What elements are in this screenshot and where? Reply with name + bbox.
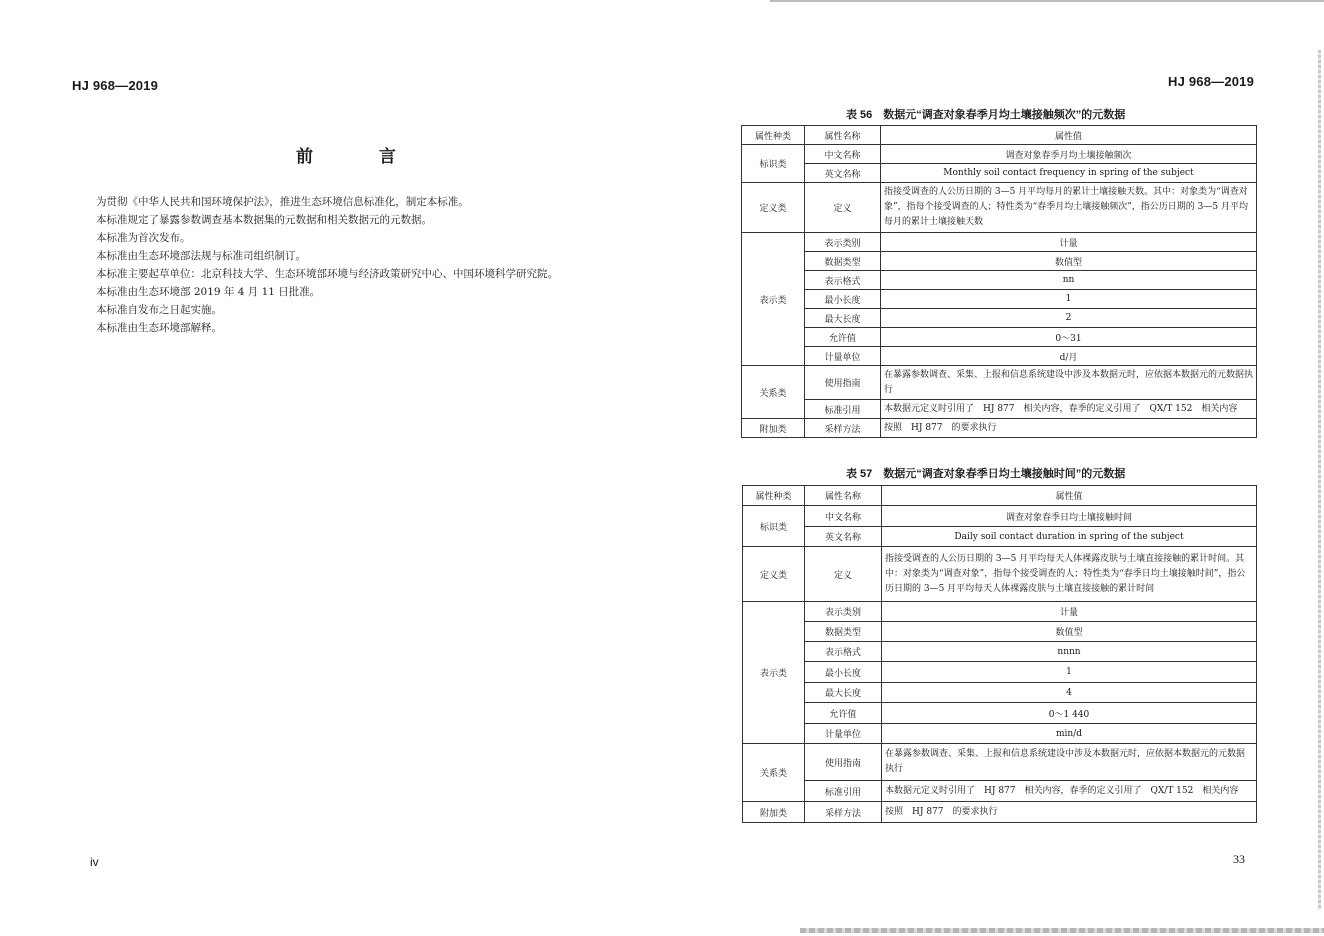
left-page-header: HJ 968—2019 bbox=[72, 78, 159, 93]
header-cell: 属性名称 bbox=[805, 486, 882, 506]
category-cell: 关系类 bbox=[742, 366, 805, 419]
header-cell: 属性种类 bbox=[743, 486, 805, 506]
attribute-name-cell: 数据类型 bbox=[805, 622, 882, 642]
right-page-header: HJ 968—2019 bbox=[1168, 74, 1255, 89]
attribute-value-cell: Daily soil contact duration in spring of the subject bbox=[882, 527, 1257, 547]
attribute-name-cell: 中文名称 bbox=[805, 506, 882, 527]
header-cell: 属性值 bbox=[882, 486, 1257, 506]
attribute-name-cell: 采样方法 bbox=[805, 419, 881, 438]
attribute-value-cell: 指接受调查的人公历日期的 3—5 月平均每天人体裸露皮肤与土壤直接接触的累计时间。其中：对象类为“调查对象”，指每个接受调查的人；特性类为“春季日均土壤接触时间”，指公历日期的 3—5 月平均每天人体裸露皮肤与土壤直接接触的累计时间 bbox=[882, 547, 1257, 602]
table-row bbox=[742, 164, 1257, 183]
table-row bbox=[743, 703, 1257, 724]
category-cell: 表示类 bbox=[742, 233, 805, 366]
table-row bbox=[743, 662, 1257, 683]
category-cell: 关系类 bbox=[743, 744, 805, 802]
table-row bbox=[743, 506, 1257, 527]
attribute-value-cell: 数值型 bbox=[881, 252, 1257, 271]
table-row bbox=[742, 271, 1257, 290]
attribute-name-cell: 表示格式 bbox=[805, 642, 882, 662]
table-row bbox=[742, 145, 1257, 164]
table-row bbox=[742, 400, 1257, 419]
table-row bbox=[743, 802, 1257, 823]
attribute-name-cell: 定义 bbox=[805, 183, 881, 233]
attribute-name-cell: 中文名称 bbox=[805, 145, 881, 164]
attribute-name-cell: 允许值 bbox=[805, 328, 881, 347]
attribute-value-cell: 在暴露参数调查、采集、上报和信息系统建设中涉及本数据元时，应依据本数据元的元数据执行 bbox=[882, 744, 1257, 781]
table-row bbox=[742, 328, 1257, 347]
attribute-value-cell: 1 bbox=[882, 662, 1257, 683]
attribute-value-cell: 按照 HJ 877 的要求执行 bbox=[882, 802, 1257, 823]
category-cell: 表示类 bbox=[743, 602, 805, 744]
attribute-value-cell: 计量 bbox=[881, 233, 1257, 252]
table-row bbox=[742, 419, 1257, 438]
attribute-name-cell: 表示类别 bbox=[805, 602, 882, 622]
table-row bbox=[743, 602, 1257, 622]
preface-body bbox=[96, 193, 616, 337]
attribute-value-cell: 在暴露参数调查、采集、上报和信息系统建设中涉及本数据元时，应依据本数据元的元数据执行 bbox=[881, 366, 1257, 400]
attribute-value-cell: 0～1 440 bbox=[882, 703, 1257, 724]
preface-paragraph: 为贯彻《中华人民共和国环境保护法》，推进生态环境信息标准化，制定本标准。 bbox=[96, 196, 469, 208]
attribute-value-cell: Monthly soil contact frequency in spring of the subject bbox=[881, 164, 1257, 183]
attribute-name-cell: 表示格式 bbox=[805, 271, 881, 290]
table-row bbox=[743, 683, 1257, 703]
attribute-name-cell: 使用指南 bbox=[805, 744, 882, 781]
header-cell: 属性种类 bbox=[742, 126, 805, 145]
left-page-number: iv bbox=[90, 855, 99, 869]
table-row bbox=[743, 527, 1257, 547]
preface-title: 前 言 bbox=[296, 147, 426, 167]
attribute-value-cell: 调查对象春季日均土壤接触时间 bbox=[882, 506, 1257, 527]
table-row bbox=[743, 622, 1257, 642]
header-cell: 属性名称 bbox=[805, 126, 881, 145]
preface-paragraph: 本标准由生态环境部解释。 bbox=[96, 322, 222, 334]
attribute-value-cell: 4 bbox=[882, 683, 1257, 703]
category-cell: 标识类 bbox=[743, 506, 805, 547]
table-57-caption: 表 57 数据元“调查对象春季日均土壤接触时间”的元数据 bbox=[846, 468, 1126, 480]
scan-edge-bottom bbox=[800, 928, 1324, 933]
attribute-name-cell: 标准引用 bbox=[805, 781, 882, 802]
attribute-name-cell: 英文名称 bbox=[805, 164, 881, 183]
attribute-name-cell: 标准引用 bbox=[805, 400, 881, 419]
table-row bbox=[742, 126, 1257, 145]
attribute-name-cell: 采样方法 bbox=[805, 802, 882, 823]
attribute-name-cell: 数据类型 bbox=[805, 252, 881, 271]
attribute-value-cell: 本数据元定义时引用了 HJ 877 相关内容，春季的定义引用了 QX/T 152 相关内容 bbox=[882, 781, 1257, 802]
attribute-value-cell: 1 bbox=[881, 290, 1257, 309]
attribute-value-cell: 2 bbox=[881, 309, 1257, 328]
table-row bbox=[742, 366, 1257, 400]
attribute-value-cell: 计量 bbox=[882, 602, 1257, 622]
attribute-name-cell: 最小长度 bbox=[805, 662, 882, 683]
table-row bbox=[742, 309, 1257, 328]
table-row bbox=[743, 724, 1257, 744]
attribute-value-cell: nnnn bbox=[882, 642, 1257, 662]
preface-paragraph: 本标准为首次发布。 bbox=[96, 232, 191, 244]
attribute-value-cell: 0～31 bbox=[881, 328, 1257, 347]
preface-paragraph: 本标准主要起草单位：北京科技大学、生态环境部环境与经济政策研究中心、中国环境科学研究院。 bbox=[96, 268, 558, 280]
attribute-value-cell: 指接受调查的人公历日期的 3—5 月平均每月的累计土壤接触天数。其中：对象类为“调查对象”，指每个接受调查的人；特性类为“春季月均土壤接触频次”，指公历日期的 3—5 月平均每月的累计土壤接触天数 bbox=[881, 183, 1257, 233]
attribute-value-cell: 调查对象春季月均土壤接触频次 bbox=[881, 145, 1257, 164]
table-row bbox=[743, 744, 1257, 781]
scan-edge-top bbox=[770, 0, 1324, 2]
category-cell: 标识类 bbox=[742, 145, 805, 183]
table-row bbox=[743, 642, 1257, 662]
scan-edge-right bbox=[1318, 50, 1321, 910]
table-row bbox=[742, 233, 1257, 252]
table-56-caption: 表 56 数据元“调查对象春季月均土壤接触频次”的元数据 bbox=[846, 109, 1126, 121]
table-row bbox=[743, 547, 1257, 602]
attribute-name-cell: 计量单位 bbox=[805, 347, 881, 366]
attribute-value-cell: nn bbox=[881, 271, 1257, 290]
table-row bbox=[743, 486, 1257, 506]
attribute-value-cell: 数值型 bbox=[882, 622, 1257, 642]
table-row bbox=[742, 252, 1257, 271]
table-row bbox=[742, 347, 1257, 366]
attribute-value-cell: d/月 bbox=[881, 347, 1257, 366]
attribute-name-cell: 最小长度 bbox=[805, 290, 881, 309]
category-cell: 定义类 bbox=[742, 183, 805, 233]
attribute-value-cell: 本数据元定义时引用了 HJ 877 相关内容，春季的定义引用了 QX/T 152 相关内容 bbox=[881, 400, 1257, 419]
attribute-name-cell: 最大长度 bbox=[805, 309, 881, 328]
preface-paragraph: 本标准由生态环境部法规与标准司组织制订。 bbox=[96, 250, 306, 262]
table-57 bbox=[742, 485, 1257, 823]
attribute-name-cell: 表示类别 bbox=[805, 233, 881, 252]
attribute-value-cell: 按照 HJ 877 的要求执行 bbox=[881, 419, 1257, 438]
attribute-name-cell: 定义 bbox=[805, 547, 882, 602]
attribute-name-cell: 最大长度 bbox=[805, 683, 882, 703]
table-row bbox=[743, 781, 1257, 802]
table-row bbox=[742, 183, 1257, 233]
table-row bbox=[742, 290, 1257, 309]
attribute-name-cell: 使用指南 bbox=[805, 366, 881, 400]
category-cell: 定义类 bbox=[743, 547, 805, 602]
table-56 bbox=[741, 125, 1257, 438]
preface-paragraph: 本标准规定了暴露参数调查基本数据集的元数据和相关数据元的元数据。 bbox=[96, 214, 432, 226]
right-page-number: 33 bbox=[1233, 852, 1245, 866]
category-cell: 附加类 bbox=[743, 802, 805, 823]
attribute-name-cell: 计量单位 bbox=[805, 724, 882, 744]
attribute-name-cell: 允许值 bbox=[805, 703, 882, 724]
attribute-name-cell: 英文名称 bbox=[805, 527, 882, 547]
header-cell: 属性值 bbox=[881, 126, 1257, 145]
preface-paragraph: 本标准自发布之日起实施。 bbox=[96, 304, 222, 316]
attribute-value-cell: min/d bbox=[882, 724, 1257, 744]
category-cell: 附加类 bbox=[742, 419, 805, 438]
preface-paragraph: 本标准由生态环境部 2019 年 4 月 11 日批准。 bbox=[96, 286, 321, 298]
